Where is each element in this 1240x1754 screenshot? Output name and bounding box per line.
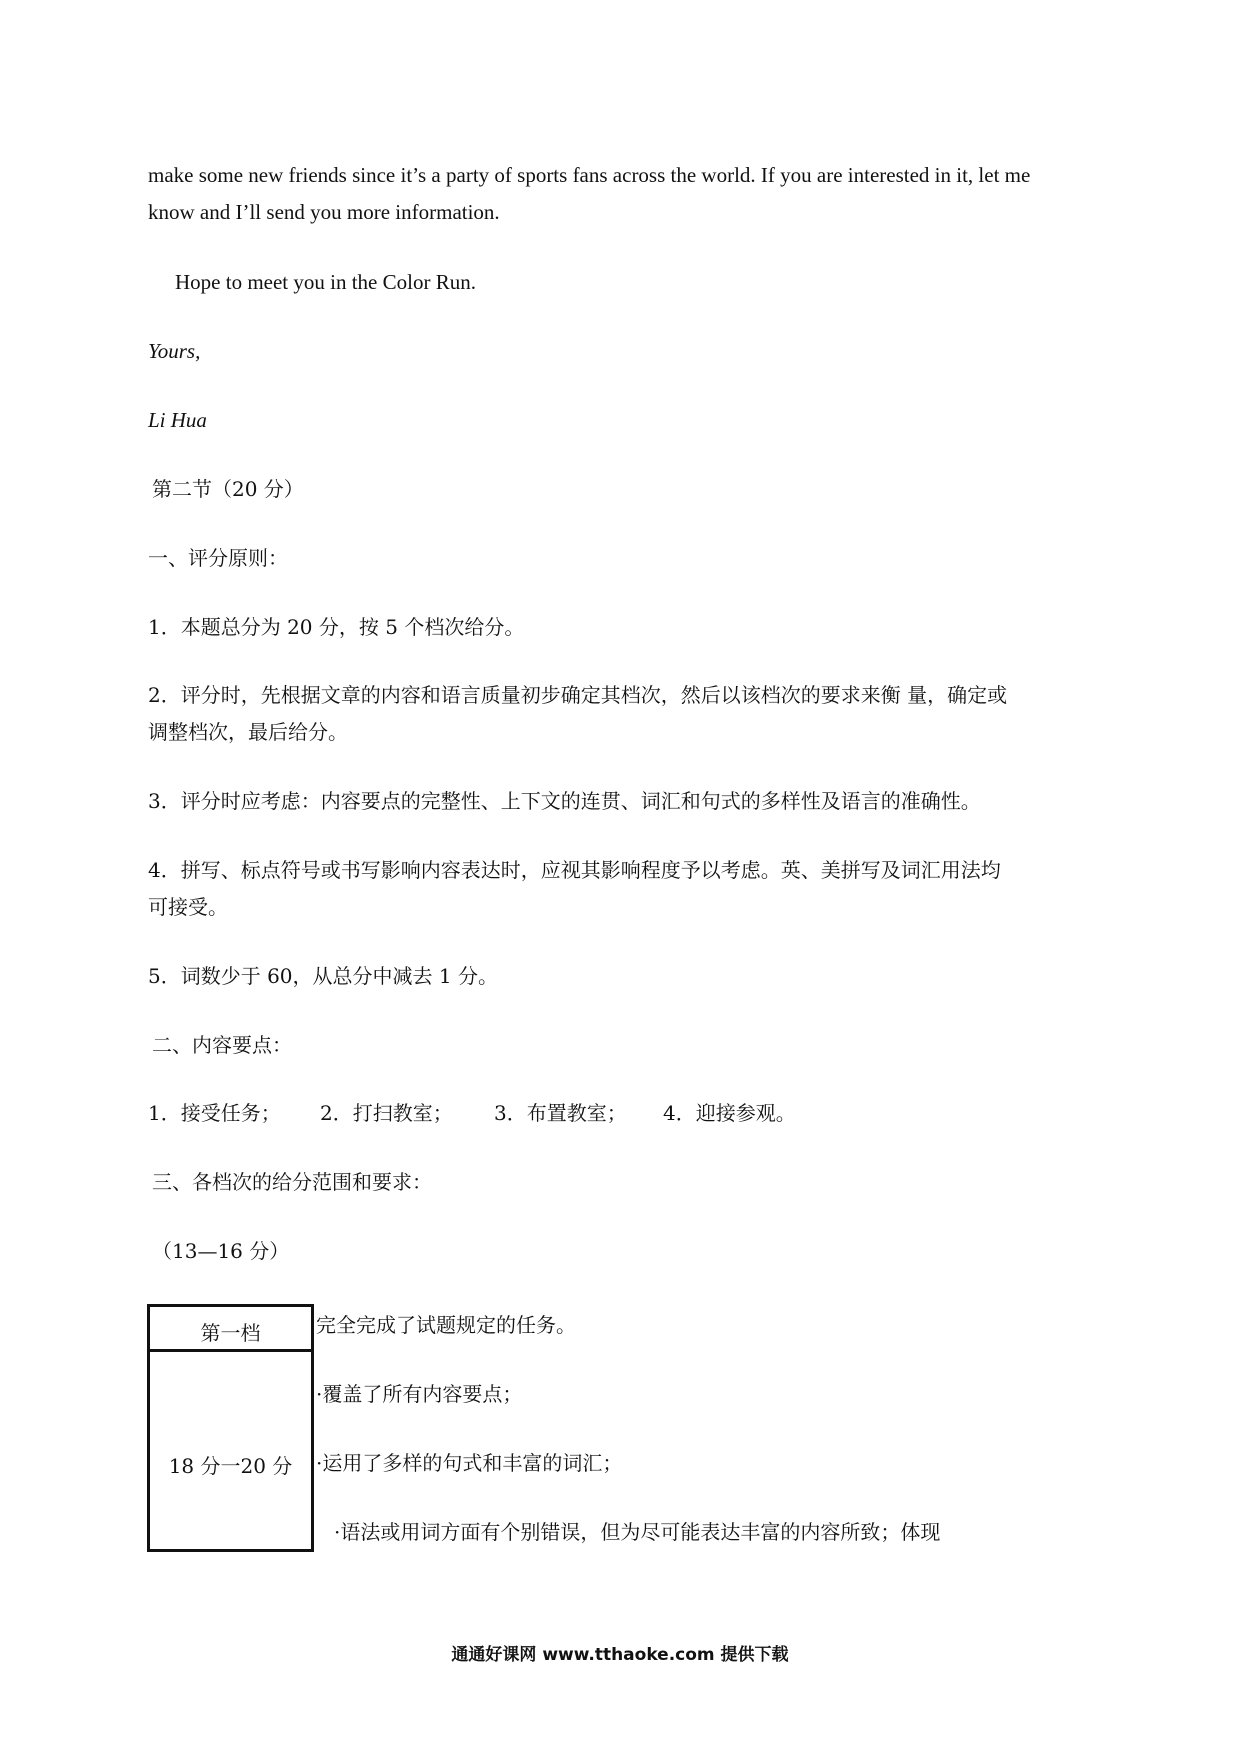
- principle-item: 4．拼写、标点符号或书写影响内容表达时，应视其影响程度予以考虑。英、美拼写及词汇用法均: [148, 858, 1001, 882]
- content-heading: 二、内容要点：: [152, 1033, 292, 1057]
- letter-line: know and I’ll send you more information.: [148, 200, 500, 224]
- content-point: 1．接受任务；: [148, 1101, 281, 1125]
- content-point: 4．迎接参观。: [663, 1101, 796, 1125]
- principle-item: 3．评分时应考虑：内容要点的完整性、上下文的连贯、词汇和句式的多样性及语言的准确性。: [148, 789, 981, 813]
- principle-item: 可接受。: [148, 895, 228, 919]
- letter-closing: Hope to meet you in the Color Run.: [175, 270, 476, 294]
- principles-heading: 一、评分原则：: [148, 546, 288, 570]
- principle-item: 2．评分时，先根据文章的内容和语言质量初步确定其档次，然后以该档次的要求来衡 量，确定或: [148, 683, 1008, 707]
- letter-line: make some new friends since it’s a party of sports fans across the world. If you are interested in it, let me: [148, 163, 1031, 187]
- letter-sign-off: Yours,: [148, 339, 201, 363]
- footer-text: 通通好课网 www.tthaoke.com 提供下载: [451, 1645, 789, 1665]
- letter-signature: Li Hua: [148, 408, 207, 432]
- section-heading: 第二节（20 分）: [152, 477, 304, 501]
- principle-item: 1．本题总分为 20 分，按 5 个档次给分。: [148, 615, 525, 639]
- principle-item: 5．词数少于 60，从总分中减去 1 分。: [148, 964, 498, 988]
- grade-table: [147, 1304, 314, 1552]
- content-point: 2．打扫教室；: [320, 1101, 453, 1125]
- grades-heading: 三、各档次的给分范围和要求：: [152, 1170, 432, 1194]
- grade-requirement: ·运用了多样的句式和丰富的词汇；: [316, 1451, 623, 1475]
- content-point: 3．布置教室；: [494, 1101, 627, 1125]
- principle-item: 调整档次，最后给分。: [148, 720, 348, 744]
- table-divider: [150, 1349, 311, 1352]
- grade-name: 第一档: [200, 1321, 261, 1345]
- grade-range: 18 分一20 分: [168, 1454, 293, 1478]
- sub-range: （13—16 分）: [152, 1239, 290, 1263]
- grade-requirement: ·覆盖了所有内容要点；: [316, 1382, 523, 1406]
- grade-requirement: 完全完成了试题规定的任务。: [316, 1313, 576, 1337]
- grade-requirement: ·语法或用词方面有个别错误，但为尽可能表达丰富的内容所致；体现: [334, 1520, 941, 1544]
